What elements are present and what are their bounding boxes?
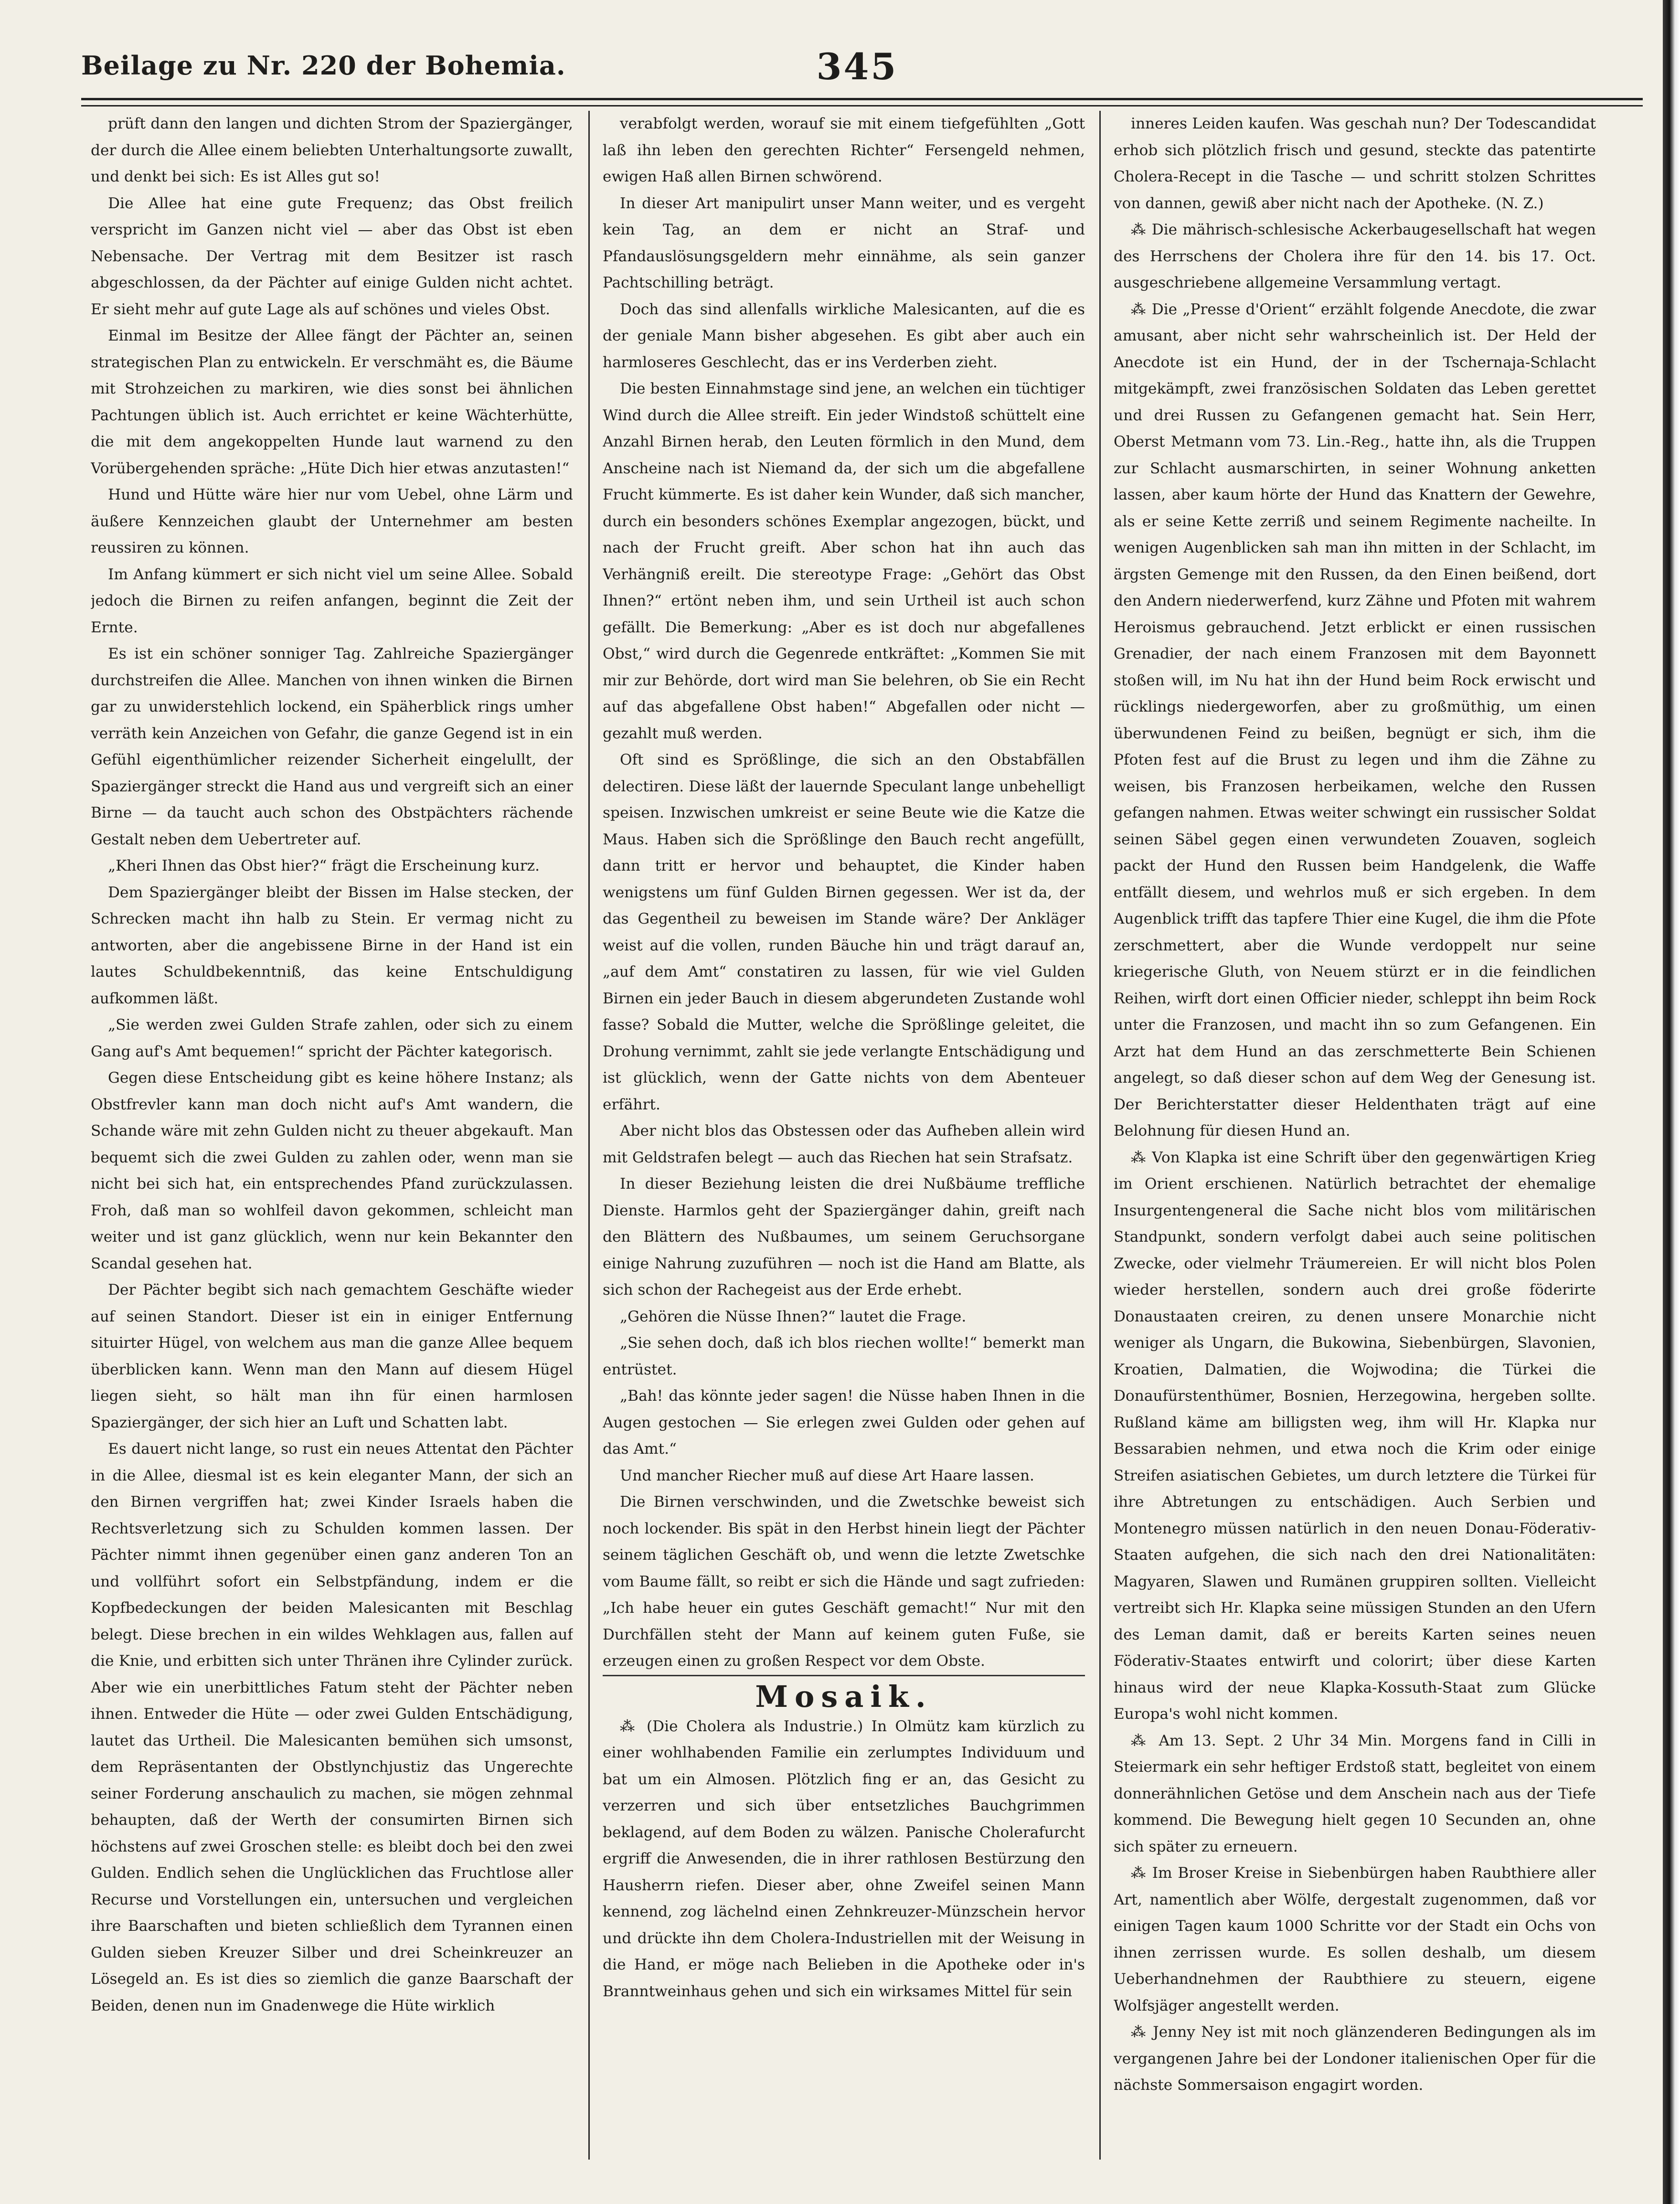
paragraph: „Kheri Ihnen das Obst hier?“ frägt die Erscheinung kurz.: [108, 857, 540, 874]
paragraph: ⁂ Von Klapka ist eine Schrift über den gegenwärtigen Krieg im Orient erschienen. Natürlich betrachtet der ehemalige Insurgentengeneral die Sache nicht blos vom militärischen Standpunkt, sondern verfolgt dabei auch seine politischen Zwecke, oder vielmehr Träumereien. Er will nicht blos Polen wieder herstellen, sondern auch drei große föderirte Donaustaaten creiren, zu denen unsere Monarchie nicht weniger als Ungarn, die Bukowina, Siebenbürgen, Slavonien, Kroatien, Dalmatien, die Wojwodina; die Türkei die Donaufürstenthümer, Bosnien, Herzegowina, hergeben sollte. Rußland käme am billigsten weg, ihm will Hr. Klapka nur Bessarabien nehmen, und etwa noch die Krim oder einige Streifen asiatischen Gebietes, um durch letztere die Türkei für ihre Abtretungen zu entschädigen. Auch Serbien und Montenegro müssen natürlich in den neuen Donau-Föderativ-Staaten aufgehen, die sich nach den drei Nationalitäten: Magyaren, Slawen und Rumänen gruppiren sollten. Vielleicht vertreibt sich Hr. Klapka seine müssigen Stunden an den Ufern des Leman damit, daß er bereits Karten seines neuen Föderativ-Staates entwirft und colorirt; über diese Karten hinaus wird der neue Klapka-Kossuth-Staat zum Glücke Europa's wohl nicht kommen.: [1114, 1149, 1596, 1723]
paragraph: Dem Spaziergänger bleibt der Bissen im Halse stecken, der Schrecken macht ihn halb zu Stein. Er vermag nicht zu antworten, aber die angebissene Birne in der Hand ist ein lautes Schuldbekenntniß, das keine Entschuldigung aufkommen läßt.: [91, 884, 573, 1007]
column-3: [1114, 111, 1596, 2160]
paragraph: ⁂ Am 13. Sept. 2 Uhr 34 Min. Morgens fand in Cilli in Steiermark ein sehr heftiger Erdstoß statt, begleitet von einem donnerähnlichen Getöse und dem Anschein nach aus der Tiefe kommend. Die Bewegung hielt gegen 10 Secunden an, ohne sich später zu erneuern.: [1114, 1732, 1596, 1855]
paragraph: ⁂ (Die Cholera als Industrie.) In Olmütz kam kürzlich zu einer wohlhabenden Familie ein zerlumptes Individuum und bat um ein Almosen. Plötzlich fing er an, das Gesicht zu verzerren und sich über entsetzliches Bauchgrimmen beklagend, auf dem Boden zu wälzen. Panische Cholerafurcht ergriff die Anwesenden, die in ihrer rathlosen Bestürzung den Hausherrn riefen. Dieser aber, ohne Zweifel seinen Mann kennend, zog lächelnd einen Zehnkreuzer-Münzschein hervor und drückte ihn dem Cholera-Industriellen mit der Weisung in die Hand, er möge nach Belieben in die Apotheke oder in's Branntweinhaus gehen und sich ein wirksames Mittel für sein: [603, 1717, 1085, 2000]
column-1: [91, 111, 573, 2160]
paragraph: ⁂ Die „Presse d'Orient“ erzählt folgende Anecdote, die zwar amusant, aber nicht sehr wahrscheinlich ist. Der Held der Anecdote ist ein Hund, der in der Tschernaja-Schlacht mitgekämpft, zwei französischen Soldaten das Leben gerettet und drei Russen zu Gefangenen gemacht hat. Sein Herr, Oberst Metmann vom 73. Lin.-Reg., hatte ihn, als die Truppen zur Schlacht ausmarschirten, in seiner Wohnung anketten lassen, aber kaum hörte der Hund das Knattern der Gewehre, als er seine Kette zerriß und seinem Regimente nacheilte. In wenigen Augenblicken sah man ihn mitten in der Schlacht, im ärgsten Gemenge mit den Russen, da den Einen beißend, dort den Andern niederwerfend, kurz Zähne und Pfoten mit wahrem Heroismus gebrauchend. Jetzt erblickt er einen russischen Grenadier, der nach einem Franzosen mit dem Bayonnett stoßen will, im Nu hat ihn der Hund beim Rock erwischt und rücklings niedergeworfen, aber zu großmüthig, um einen überwundenen Feind zu beißen, begnügt er sich, ihm die Pfoten fest auf die Brust zu legen und ihm die Zähne zu weisen, bis Franzosen herbeikamen, welche den Russen gefangen nahmen. Etwas weiter schwingt ein russischer Soldat seinen Säbel gegen einen verwundeten Zouaven, sogleich packt der Hund den Russen beim Handgelenk, die Waffe entfällt diesem, und wehrlos muß er sich ergeben. In dem Augenblick trifft das tapfere Thier eine Kugel, die ihm die Pfote zerschmettert, aber die Wunde verdoppelt nur seine kriegerische Gluth, von Neuem stürzt er in die feindlichen Reihen, wirft dort einen Officier nieder, schleppt ihn beim Rock unter die Franzosen, und macht ihn so zum Gefangenen. Ein Arzt hat dem Hund an das zerschmetterte Bein Schienen angelegt, so daß dieser schon auf dem Weg der Genesung ist. Der Berichterstatter dieser Heldenthaten trägt auf eine Belohnung für diesen Hund an.: [1114, 300, 1596, 1139]
scan-edge: [1663, 0, 1680, 2204]
header-rule: [81, 98, 1643, 106]
paragraph: verabfolgt werden, worauf sie mit einem tiefgefühlten „Gott laß ihn leben den gerechten Richter“ Fersengeld nehmen, ewigen Haß allen Birnen schwörend.: [603, 115, 1085, 185]
column-2: [603, 111, 1085, 2160]
paragraph: Die Birnen verschwinden, und die Zwetschke beweist sich noch lockender. Bis spät in den Herbst hinein liegt der Pächter seinem täglichen Geschäft ob, und wenn die letzte Zwetschke vom Baume fällt, so reibt er sich die Hände und sagt zufrieden: „Ich habe heuer ein gutes Geschäft gemacht!“ Nur mit den Durchfällen steht der Mann auf keinem guten Fuße, sie erzeugen einen zu großen Respect vor dem Obste.: [603, 1493, 1085, 1670]
paragraph: „Bah! das könnte jeder sagen! die Nüsse haben Ihnen in die Augen gestochen — Sie erlegen zwei Gulden oder gehen auf das Amt.“: [603, 1387, 1085, 1458]
paragraph: „Sie werden zwei Gulden Strafe zahlen, oder sich zu einem Gang auf's Amt bequemen!“ spricht der Pächter kategorisch.: [91, 1016, 573, 1060]
column-divider: [1099, 111, 1101, 2160]
paragraph: In dieser Beziehung leisten die drei Nußbäume treffliche Dienste. Harmlos geht der Spaziergänger dahin, greift nach den Blättern des Nußbaumes, um seinem Geruchsorgane einige Nahrung zuzuführen — noch ist die Hand am Blatte, als sich schon der Rachegeist aus der Erde erhebt.: [603, 1175, 1085, 1299]
paragraph: Gegen diese Entscheidung gibt es keine höhere Instanz; als Obstfrevler kann man doch nicht auf's Amt wandern, die Schande wäre mit zehn Gulden nicht zu theuer abgekauft. Man bequemt sich die zwei Gulden zu zahlen oder, wenn man sie nicht bei sich hat, ein entsprechendes Pfand zurückzulassen. Froh, daß man so wohlfeil davon gekommen, schleicht man weiter und ist ganz glücklich, wenn nur kein Bekannter den Scandal gesehen hat.: [91, 1069, 573, 1272]
page-header: [81, 45, 1643, 103]
paragraph: ⁂ Die mährisch-schlesische Ackerbaugesellschaft hat wegen des Herrschens der Cholera ihre für den 14. bis 17. Oct. ausgeschriebene allgemeine Versammlung vertagt.: [1114, 221, 1596, 291]
paragraph: Die Allee hat eine gute Frequenz; das Obst freilich verspricht im Ganzen nicht viel — aber das Obst ist eben Nebensache. Der Vertrag mit dem Besitzer ist rasch abgeschlossen, da der Pächter auf einige Gulden nicht achtet. Er sieht mehr auf gute Lage als auf schönes und vieles Obst.: [91, 194, 573, 318]
paragraph: prüft dann den langen und dichten Strom der Spaziergänger, der durch die Allee einem beliebten Unterhaltungsorte zuwallt, und denkt bei sich: Es ist Alles gut so!: [91, 115, 573, 185]
paragraph: ⁂ Im Broser Kreise in Siebenbürgen haben Raubthiere aller Art, namentlich aber Wölfe, dergestalt zugenommen, daß vor einigen Tagen kaum 1000 Schritte vor der Stadt ein Ochs von ihnen zerrissen wurde. Es sollen deshalb, um diesem Ueberhandnehmen der Raubthiere zu steuern, eigene Wolfsjäger angestellt werden.: [1114, 1864, 1596, 2014]
paragraph: Und mancher Riecher muß auf diese Art Haare lassen.: [620, 1467, 1034, 1484]
paragraph: Doch das sind allenfalls wirkliche Malesicanten, auf die es der geniale Mann bisher abgesehen. Es gibt aber auch ein harmloseres Geschlecht, das er ins Verderben zieht.: [603, 300, 1085, 371]
paragraph: „Sie sehen doch, daß ich blos riechen wollte!“ bemerkt man entrüstet.: [603, 1334, 1085, 1378]
paragraph: Oft sind es Sprößlinge, die sich an den Obstabfällen delectiren. Diese läßt der lauernde Speculant lange unbehelligt speisen. Inzwischen umkreist er seine Beute wie die Katze die Maus. Haben sich die Sprößlinge den Bauch recht angefüllt, dann tritt er hervor und behauptet, die Kinder haben wenigstens um fünf Gulden Birnen gegessen. Wer ist da, der das Gegentheil zu beweisen im Stande wäre? Der Ankläger weist auf die vollen, runden Bäuche hin und trägt darauf an, „auf dem Amt“ constatiren zu lassen, für wie viel Gulden Birnen ein jeder Bauch in diesem abgerundeten Zustande wohl fasse? Sobald die Mutter, welche die Sprößlinge geleitet, die Drohung vernimmt, zahlt sie jede verlangte Entschädigung und ist glücklich, wenn der Gatte nichts von dem Abenteuer erfährt.: [603, 751, 1085, 1113]
paragraph: Es dauert nicht lange, so rust ein neues Attentat den Pächter in die Allee, diesmal ist es kein eleganter Mann, der sich an den Birnen vergriffen hat; zwei Kinder Israels haben die Rechtsverletzung sich zu Schulden kommen lassen. Der Pächter nimmt ihnen gegenüber einen ganz anderen Ton an und vollführt sofort ein Selbstpfändung, indem er die Kopfbedeckungen der beiden Malesicanten mit Beschlag belegt. Diese brechen in ein wildes Wehklagen aus, fallen auf die Knie, und erbitten sich unter Thränen ihre Cylinder zurück. Aber wie ein unerbittliches Fatum steht der Pächter neben ihnen. Entweder die Hüte — oder zwei Gulden Entschädigung, lautet das Urtheil. Die Malesicanten bemühen sich umsonst, dem Repräsentanten der Obstlynchjustiz das Ungerechte seiner Forderung anschaulich zu machen, sie mögen zehnmal behaupten, daß der Werth der consumirten Birnen sich höchstens auf zwei Groschen stelle: es bleibt doch bei den zwei Gulden. Endlich sehen die Unglücklichen das Fruchtlose aller Recurse und Vorstellungen ein, untersuchen und vergleichen ihre Baarschaften und bieten schließlich dem Tyrannen einen Gulden sieben Kreuzer Silber und drei Scheinkreuzer an Lösegeld an. Es ist dies so ziemlich die ganze Baarschaft der Beiden, denen nun im Gnadenwege die Hüte wirklich: [91, 1440, 573, 2014]
paragraph: Die besten Einnahmstage sind jene, an welchen ein tüchtiger Wind durch die Allee streift. Ein jeder Windstoß schüttelt eine Anzahl Birnen herab, den Leuten förmlich in den Mund, dem Anscheine nach ist Niemand da, der sich um die abgefallene Frucht kümmerte. Es ist daher kein Wunder, daß sich mancher, durch ein besonders schönes Exemplar angezogen, bückt, und nach der Frucht greift. Aber schon hat ihn auch das Verhängniß ereilt. Die stereotype Frage: „Gehört das Obst Ihnen?“ ertönt neben ihm, und sein Urtheil ist auch schon gefällt. Die Bemerkung: „Aber es ist doch nur abgefallenes Obst,“ wird durch die Gegenrede entkräftet: „Kommen Sie mit mir zur Behörde, dort wird man Sie belehren, ob Sie ein Recht auf das abgefallene Obst haben!“ Abgefallen oder nicht — gezahlt muß werden.: [603, 380, 1085, 742]
page-number: 345: [816, 45, 898, 88]
paragraph: „Gehören die Nüsse Ihnen?“ lautet die Frage.: [620, 1308, 967, 1325]
paragraph: ⁂ Jenny Ney ist mit noch glänzenderen Bedingungen als im vergangenen Jahre bei der Londoner italienischen Oper für die nächste Sommersaison engagirt worden.: [1114, 2023, 1596, 2094]
paragraph: inneres Leiden kaufen. Was geschah nun? Der Todescandidat erhob sich plötzlich frisch und gesund, steckte das patentirte Cholera-Recept in die Tasche — und schritt stolzen Schrittes von dannen, gewiß aber nicht nach der Apotheke. (N. Z.): [1114, 115, 1596, 212]
paragraph: Aber nicht blos das Obstessen oder das Aufheben allein wird mit Geldstrafen belegt — auch das Riechen hat sein Strafsatz.: [603, 1122, 1085, 1166]
supplement-title: Beilage zu Nr. 220 der Bohemia.: [81, 50, 566, 81]
paragraph: Der Pächter begibt sich nach gemachtem Geschäfte wieder auf seinen Standort. Dieser ist ein in einiger Entfernung situirter Hügel, von welchem aus man die ganze Allee bequem überblicken kann. Wenn man den Mann auf diesem Hügel liegen sieht, so hält man ihn für einen harmlosen Spaziergänger, der sich hier an Luft und Schatten labt.: [91, 1281, 573, 1431]
paragraph: Einmal im Besitze der Allee fängt der Pächter an, seinen strategischen Plan zu entwickeln. Er verschmäht es, die Bäume mit Strohzeichen zu markiren, wie dies sonst bei ähnlichen Pachtungen üblich ist. Auch errichtet er keine Wächterhütte, die mit dem angekoppelten Hunde laut warnend zu den Vorübergehenden spräche: „Hüte Dich hier etwas anzutasten!“: [91, 327, 573, 477]
paragraph: In dieser Art manipulirt unser Mann weiter, und es vergeht kein Tag, an dem er nicht an Straf- und Pfandauslösungsgeldern mehr einnähme, als sein ganzer Pachtschilling beträgt.: [603, 194, 1085, 291]
paragraph: Im Anfang kümmert er sich nicht viel um seine Allee. Sobald jedoch die Birnen zu reifen anfangen, beginnt die Zeit der Ernte.: [91, 565, 573, 636]
column-divider: [588, 111, 590, 2160]
section-title-mosaik: Mosaik.: [603, 1675, 1085, 1714]
paragraph: Es ist ein schöner sonniger Tag. Zahlreiche Spaziergänger durchstreifen die Allee. Manchen von ihnen winken die Birnen gar zu unwiderstehlich lockend, ein Späherblick rings umher verräth kein Anzeichen von Gefahr, die ganze Gegend ist in ein Gefühl eigenthümlicher reizender Sicherheit eingelullt, der Spaziergänger streckt die Hand aus und vergreift sich an einer Birne — da taucht auch schon des Obstpächters rächende Gestalt neben dem Uebertreter auf.: [91, 645, 573, 848]
paragraph: Hund und Hütte wäre hier nur vom Uebel, ohne Lärm und äußere Kennzeichen glaubt der Unternehmer am besten reussiren zu können.: [91, 486, 573, 556]
